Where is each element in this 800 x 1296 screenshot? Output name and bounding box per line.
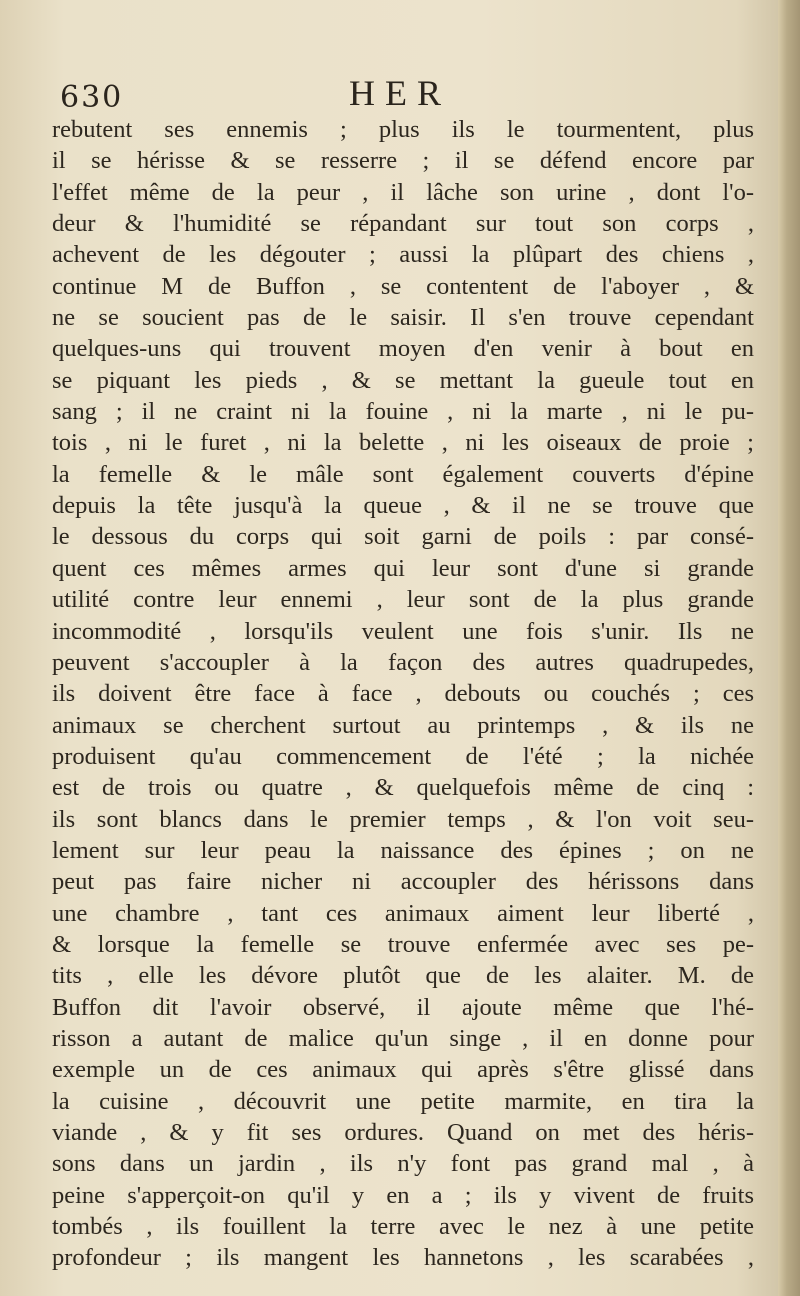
text-line: sons dans un jardin , ils n'y font pas grand mal , à	[52, 1150, 754, 1178]
text-line: sang ; il ne craint ni la fouine , ni la marte , ni le pu-	[52, 398, 754, 426]
text-line: rebutent ses ennemis ; plus ils le tourmentent, plus	[52, 116, 754, 143]
text-line: & lorsque la femelle se trouve enfermée avec ses pe-	[52, 930, 754, 958]
text-line: ils sont blancs dans le premier temps , & l'on voit seu-	[52, 805, 754, 833]
text-line: la cuisine , découvrit une petite marmite, en tira la	[52, 1087, 754, 1115]
text-line: produisent qu'au commencement de l'été ; la nichée	[52, 742, 754, 770]
text-line: est de trois ou quatre , & quelquefois même de cinq :	[52, 774, 754, 802]
text-line: depuis la tête jusqu'à la queue , & il ne se trouve que	[52, 492, 754, 520]
text-line: quelques-uns qui trouvent moyen d'en venir à bout en	[52, 335, 754, 363]
text-line: il se hérisse & se resserre ; il se défend encore par	[52, 147, 754, 175]
text-line: l'effet même de la peur , il lâche son urine , dont l'o-	[52, 178, 754, 206]
text-line: tois , ni le furet , ni la belette , ni les oiseaux de proie ;	[52, 429, 754, 457]
text-line: peine s'apperçoit-on qu'il y en a ; ils y vivent de fruits	[52, 1181, 754, 1209]
text-line: viande , & y fit ses ordures. Quand on met des héris-	[52, 1119, 754, 1146]
text-line: Buffon dit l'avoir observé, il ajoute même que l'hé-	[52, 993, 754, 1021]
text-line: tits , elle les dévore plutôt que de les alaiter. M. de	[52, 962, 754, 990]
page-number: 630	[60, 80, 124, 115]
text-line: risson a autant de malice qu'un singe , il en donne pour	[52, 1024, 754, 1052]
running-head: HER	[349, 73, 451, 113]
text-line: continue M de Buffon , se contentent de l'aboyer , &	[52, 272, 754, 300]
text-line: lement sur leur peau la naissance des épines ; on ne	[52, 836, 754, 864]
text-line: quent ces mêmes armes qui leur sont d'une si grande	[52, 554, 754, 582]
text-line: ils doivent être face à face , debouts ou couchés ; ces	[52, 680, 754, 708]
text-line: utilité contre leur ennemi , leur sont de la plus grande	[52, 586, 754, 614]
text-line: tombés , ils fouillent la terre avec le nez à une petite	[52, 1213, 754, 1241]
text-line: profondeur ; ils mangent les hannetons , les scarabées ,	[52, 1244, 754, 1272]
text-line: peut pas faire nicher ni accoupler des hérissons dans	[52, 868, 754, 896]
text-line: une chambre , tant ces animaux aiment leur liberté ,	[52, 899, 754, 927]
text-line: ne se soucient pas de le saisir. Il s'en trouve cependant	[52, 304, 754, 332]
text-line: incommodité , lorsqu'ils veulent une fois s'unir. Ils ne	[52, 617, 754, 645]
text-line: le dessous du corps qui soit garni de poils : par consé-	[52, 523, 754, 551]
page-header	[60, 72, 740, 118]
text-line: exemple un de ces animaux qui après s'être glissé dans	[52, 1056, 754, 1084]
text-line: achevent de les dégouter ; aussi la plûpart des chiens ,	[52, 241, 754, 269]
text-line: animaux se cherchent surtout au printemps , & ils ne	[52, 711, 754, 739]
text-line: peuvent s'accoupler à la façon des autres quadrupedes,	[52, 648, 754, 676]
body-text	[52, 114, 754, 1274]
page-edge	[778, 0, 800, 1296]
text-line: la femelle & le mâle sont également couverts d'épine	[52, 460, 754, 488]
text-line: deur & l'humidité se répandant sur tout son corps ,	[52, 210, 754, 238]
text-line: se piquant les pieds , & se mettant la gueule tout en	[52, 366, 754, 394]
